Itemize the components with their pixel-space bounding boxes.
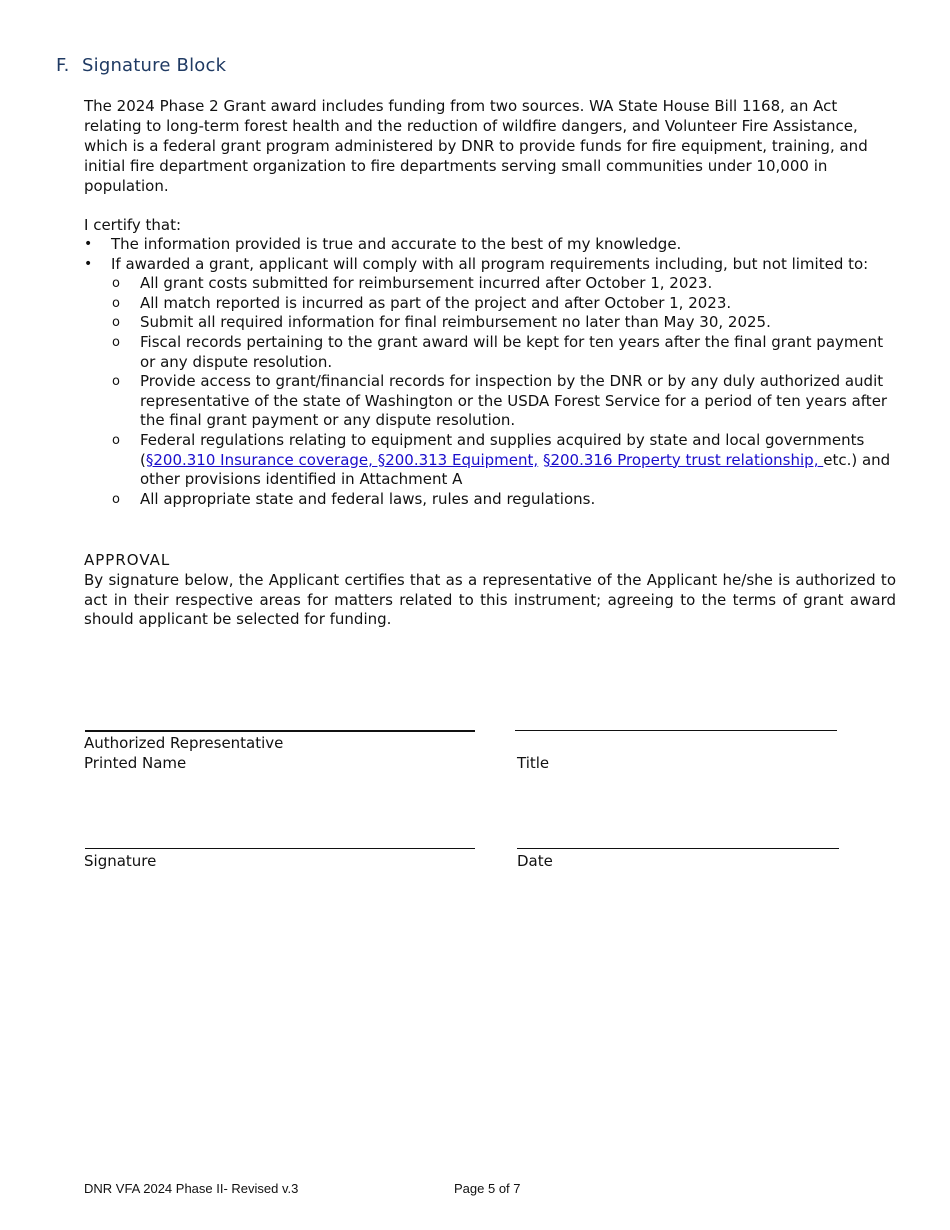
sub-item-text: All match reported is incurred as part of the project and after October 1, 2023. <box>140 293 732 312</box>
sub-list-item <box>111 431 896 490</box>
bullet-text: The information provided is true and accurate to the best of my knowledge. <box>111 235 682 253</box>
rep-label-line1: Authorized Representative <box>84 734 284 752</box>
approval-paragraph: By signature below, the Applicant certifies that as a representative of the Applicant he/she is authorized to act in their respective areas for matters related to this instrument; agreeing to the terms of grant award should applicant be selected for funding. <box>84 571 896 629</box>
sub-item-text: Fiscal records pertaining to the grant award will be kept for ten years after the final grant payment or any dispute resolution. <box>140 332 884 371</box>
requirements-list <box>111 274 896 509</box>
sub-list-item <box>111 274 896 294</box>
footer-doc-id: DNR VFA 2024 Phase II- Revised v.3 <box>84 1181 299 1196</box>
sub-list-item <box>111 294 896 314</box>
title-line[interactable] <box>515 730 837 731</box>
signature-label: Signature <box>84 852 157 870</box>
footer-page-number: Page 5 of 7 <box>454 1181 521 1196</box>
certification-list <box>84 235 896 509</box>
regulation-link-2[interactable]: §200.316 Property trust relationship, <box>542 450 824 469</box>
regulation-link-1[interactable]: §200.310 Insurance coverage, §200.313 Equipment, <box>145 450 539 469</box>
sub-item-text: All grant costs submitted for reimbursement incurred after October 1, 2023. <box>140 274 713 293</box>
certify-intro: I certify that: <box>84 216 182 234</box>
sub-list-item <box>111 372 896 431</box>
list-item <box>84 255 896 510</box>
date-label: Date <box>517 852 553 870</box>
bullet-text: If awarded a grant, applicant will comply with all program requirements including, but not limited to: <box>111 254 869 273</box>
section-title: Signature Block <box>82 55 227 76</box>
printed-name-line[interactable] <box>85 730 475 732</box>
section-letter: F. <box>56 55 70 76</box>
federal-text-start: Federal regulations relating to equipment and supplies acquired by state and local governments ( <box>140 430 865 469</box>
sub-item-text: Submit all required information for final reimbursement no later than May 30, 2025. <box>140 313 771 332</box>
signature-line[interactable] <box>85 848 475 849</box>
sub-list-item <box>111 490 896 510</box>
sub-list-item <box>111 313 896 333</box>
federal-text-end: etc.) and other provisions identified in Attachment A <box>140 450 891 489</box>
title-label: Title <box>517 754 550 772</box>
section-heading <box>56 55 226 76</box>
approval-heading: APPROVAL <box>84 551 171 569</box>
sub-item-text: All appropriate state and federal laws, rules and regulations. <box>140 489 596 508</box>
printed-name-label <box>84 733 283 773</box>
list-item <box>84 235 896 255</box>
sub-item-text: Provide access to grant/financial records for inspection by the DNR or by any duly authorized audit representative of the state of Washington or the USDA Forest Service for a period of ten years after the final grant payment or any dispute resolution. <box>140 372 888 430</box>
date-line[interactable] <box>517 848 839 849</box>
intro-paragraph: The 2024 Phase 2 Grant award includes funding from two sources. WA State House Bill 1168, an Act relating to long-term forest health and the reduction of wildfire dangers, and Volunteer Fire Assistance, which is a federal grant program administered by DNR to provide funds for fire equipment, training, and initial fire department organization to fire departments serving small communities under 10,000 in population. <box>84 97 868 195</box>
sub-list-item <box>111 333 896 372</box>
rep-label-line2: Printed Name <box>84 754 187 772</box>
